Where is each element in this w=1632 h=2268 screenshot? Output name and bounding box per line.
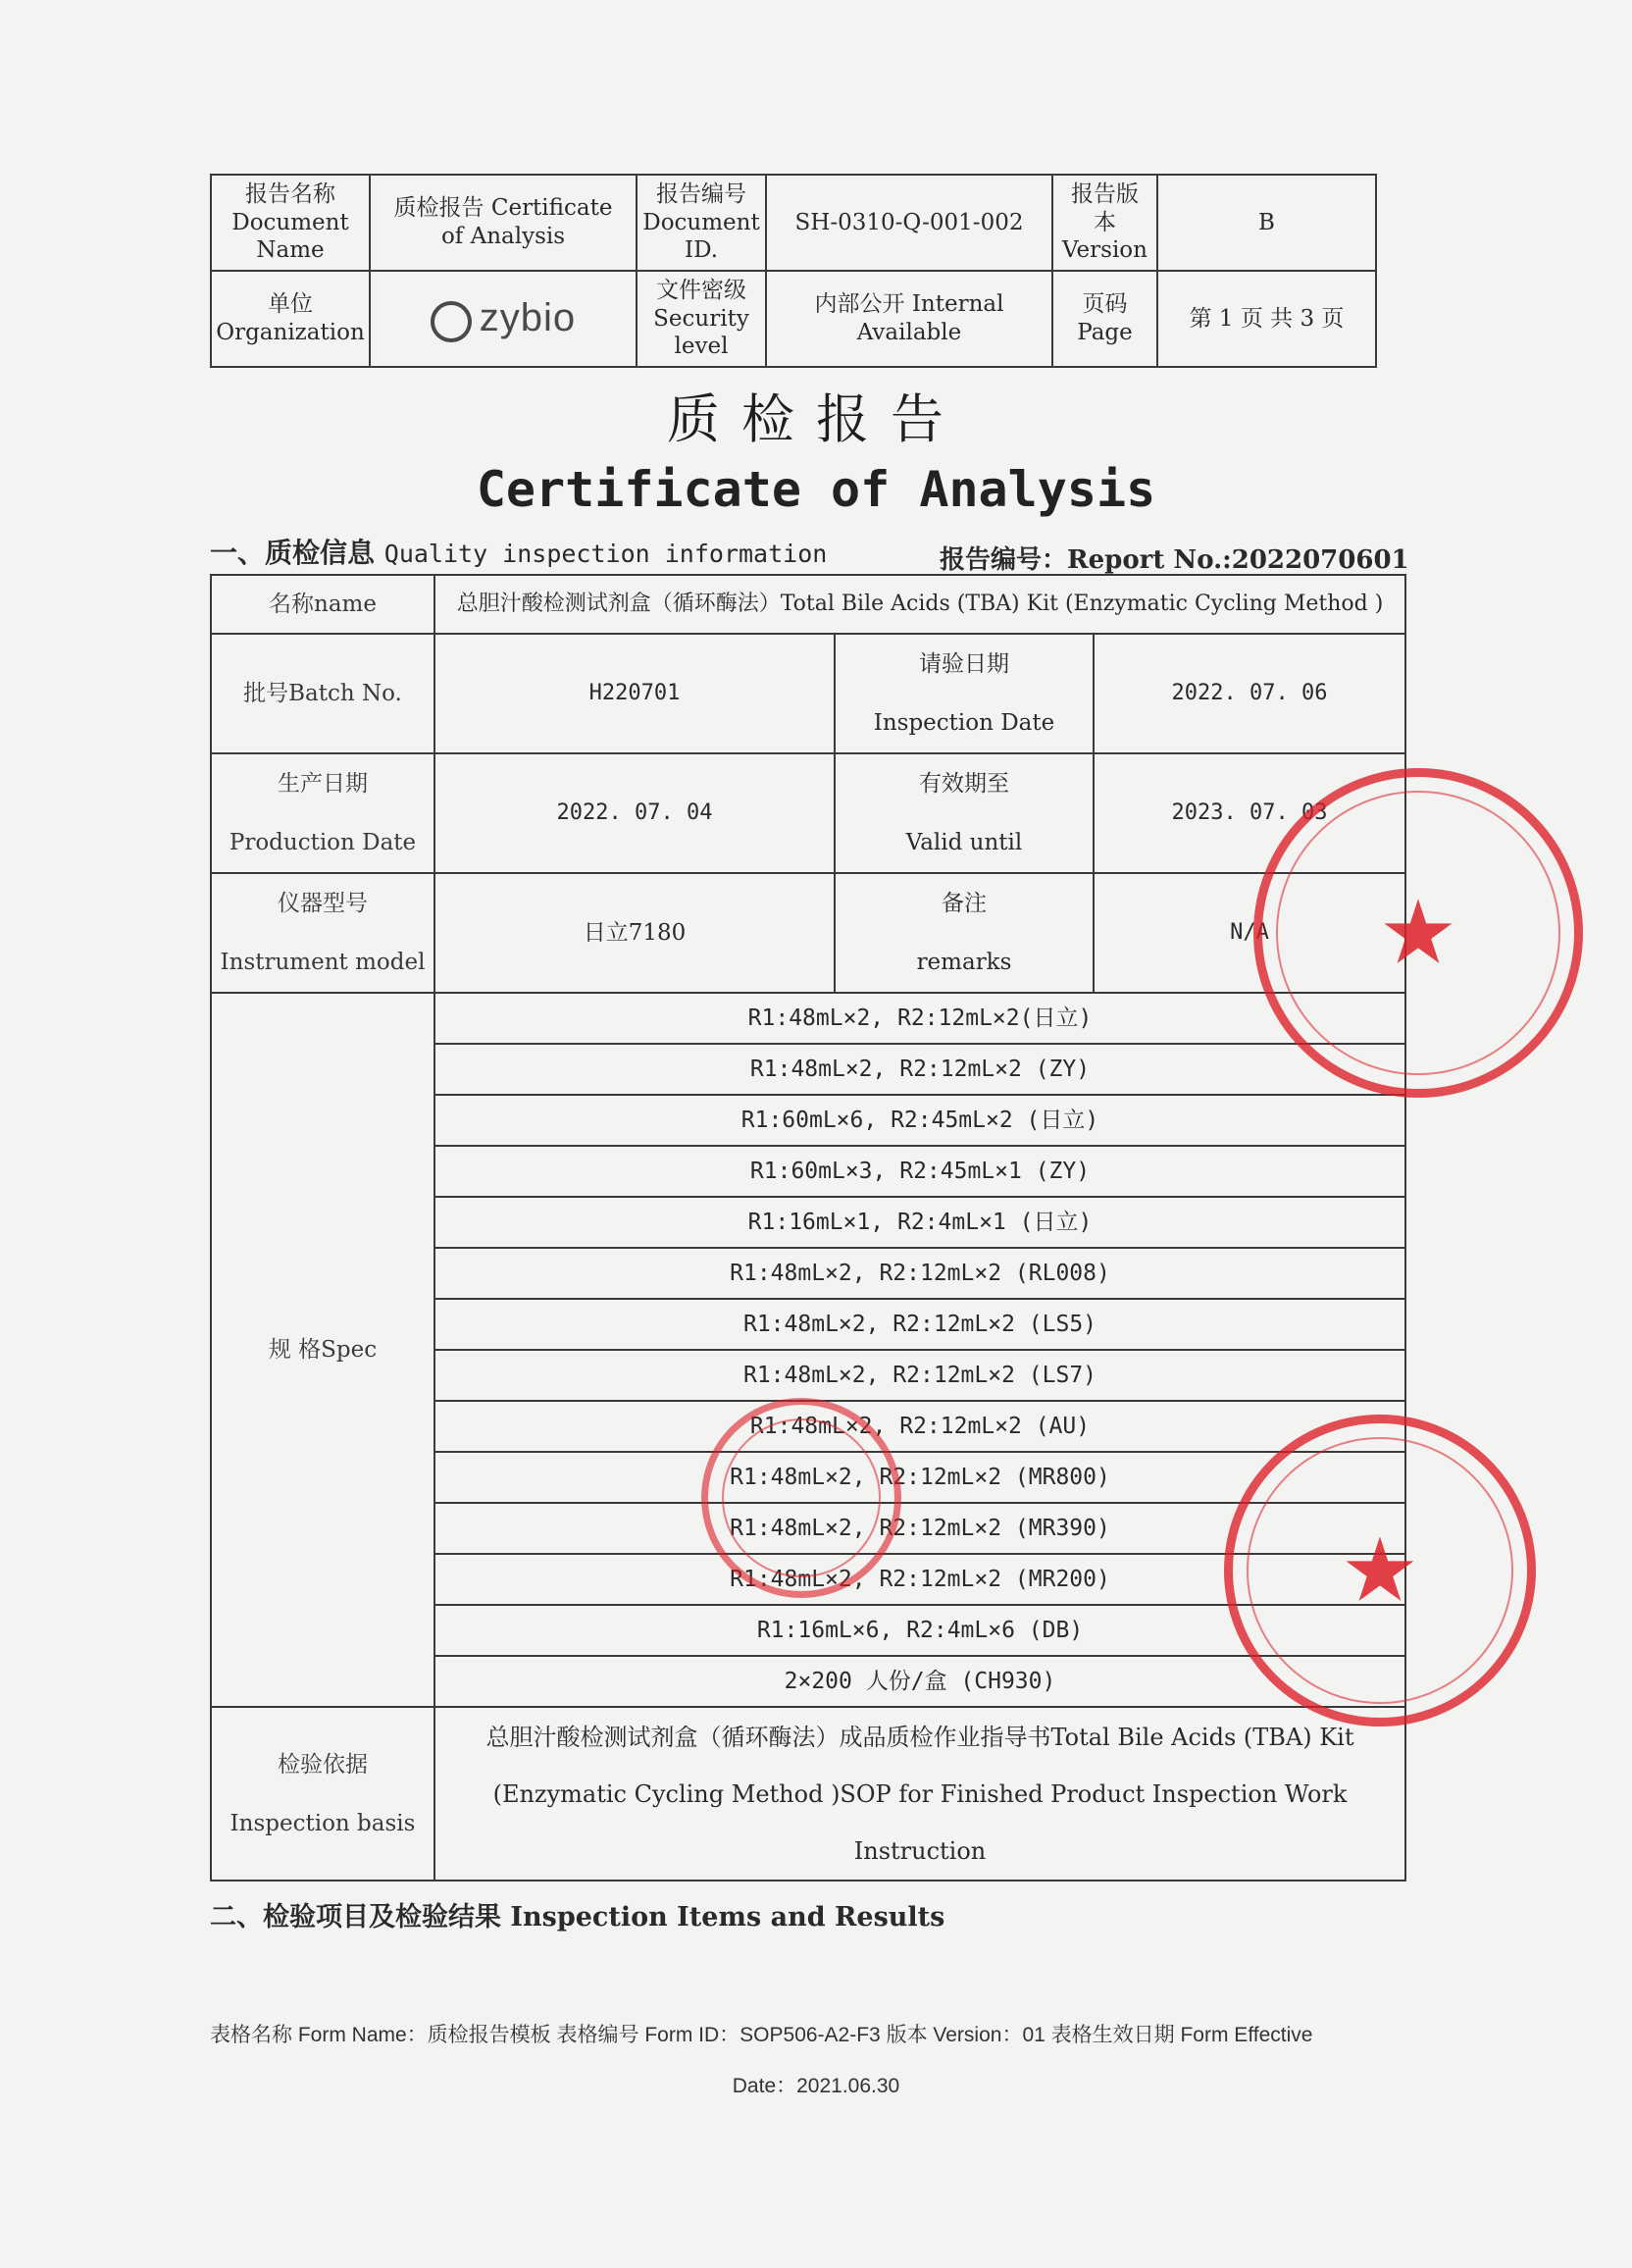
- instrument-label: 仪器型号 Instrument model: [211, 873, 434, 993]
- remarks-value: N/A: [1094, 873, 1405, 993]
- org-label: 单位 Organization: [211, 271, 370, 367]
- star-icon: ★: [1340, 1519, 1420, 1623]
- doc-id-value: SH-0310-Q-001-002: [766, 175, 1052, 271]
- footer-form-info: 表格名称 Form Name：质检报告模板 表格编号 Form ID：SOP506-A2-F3 版本 Version：01 表格生效日期 Form Effective: [210, 2024, 1313, 2046]
- version-label: 报告版 本 Version: [1052, 175, 1157, 271]
- inspection-seal-stamp: [701, 1398, 901, 1598]
- section2-heading: 二、检验项目及检验结果 Inspection Items and Results: [210, 1902, 945, 1933]
- footer-effective-date: Date：2021.06.30: [732, 2075, 900, 2097]
- company-seal-stamp: [1253, 768, 1583, 1098]
- seal-ring: [722, 1418, 881, 1577]
- name-label: 名称name: [211, 575, 434, 634]
- production-date-label: 生产日期 Production Date: [211, 753, 434, 873]
- valid-until-label: 有效期至 Valid until: [835, 753, 1094, 873]
- document-header-table: [210, 174, 1377, 368]
- batch-value: H220701: [434, 634, 835, 753]
- spec-item: R1:48mL×2, R2:12mL×2 (AU): [434, 1401, 1405, 1452]
- spec-item: R1:48mL×2, R2:12mL×2 (RL008): [434, 1248, 1405, 1299]
- spec-item: R1:16mL×6, R2:4mL×6 (DB): [434, 1605, 1405, 1656]
- org-logo: [370, 271, 637, 367]
- zybio-logo-icon: [431, 301, 472, 342]
- doc-name-value: 质检报告 Certificate of Analysis: [370, 175, 637, 271]
- spec-item: R1:48mL×2, R2:12mL×2 (MR800): [434, 1452, 1405, 1503]
- star-icon: ★: [1378, 881, 1458, 985]
- instrument-value: 日立7180: [434, 873, 835, 993]
- remarks-label: 备注 remarks: [835, 873, 1094, 993]
- spec-item: 2×200 人份/盒 (CH930): [434, 1656, 1405, 1707]
- name-value: 总胆汁酸检测试剂盒（循环酶法）Total Bile Acids (TBA) Kit (Enzymatic Cycling Method ): [434, 575, 1405, 634]
- spec-item: R1:48mL×2, R2:12mL×2 (MR390): [434, 1503, 1405, 1554]
- inspection-date-value: 2022. 07. 06: [1094, 634, 1405, 753]
- inspection-date-label: 请验日期 Inspection Date: [835, 634, 1094, 753]
- security-value: 内部公开 Internal Available: [766, 271, 1052, 367]
- spec-item: R1:60mL×6, R2:45mL×2 (日立): [434, 1095, 1405, 1146]
- report-number: 报告编号：Report No.:2022070601: [940, 545, 1409, 575]
- doc-name-label: 报告名称 Document Name: [211, 175, 370, 271]
- title-en: Certificate of Analysis: [476, 461, 1156, 518]
- section1-heading-cn: 一、质检信息: [210, 537, 376, 569]
- security-label: 文件密级 Security level: [637, 271, 766, 367]
- title-cn: 质检报告: [667, 388, 965, 450]
- batch-label: 批号Batch No.: [211, 634, 434, 753]
- spec-item: R1:16mL×1, R2:4mL×1 (日立): [434, 1197, 1405, 1248]
- spec-item: R1:48mL×2, R2:12mL×2 (MR200): [434, 1554, 1405, 1605]
- quality-info-table: [210, 574, 1406, 1881]
- spec-item: R1:48mL×2, R2:12mL×2(日立): [434, 993, 1405, 1044]
- spec-item: R1:48mL×2, R2:12mL×2 (LS5): [434, 1299, 1405, 1350]
- version-value: B: [1157, 175, 1376, 271]
- page-value: 第 1 页 共 3 页: [1157, 271, 1376, 367]
- logo-text: zybio: [479, 295, 577, 339]
- spec-item: R1:48mL×2, R2:12mL×2 (LS7): [434, 1350, 1405, 1401]
- section1-heading: [210, 532, 827, 571]
- production-date-value: 2022. 07. 04: [434, 753, 835, 873]
- company-seal-stamp-2: [1224, 1415, 1536, 1727]
- spec-item: R1:60mL×3, R2:45mL×1 (ZY): [434, 1146, 1405, 1197]
- page-label: 页码 Page: [1052, 271, 1157, 367]
- valid-until-value: 2023. 07. 03: [1094, 753, 1405, 873]
- basis-value: 总胆汁酸检测试剂盒（循环酶法）成品质检作业指导书Total Bile Acids (TBA) Kit (Enzymatic Cycling Method )SOP for Finished Product Inspection Work Instruction: [434, 1707, 1405, 1881]
- doc-id-label: 报告编号 Document ID.: [637, 175, 766, 271]
- spec-item: R1:48mL×2, R2:12mL×2 (ZY): [434, 1044, 1405, 1095]
- basis-label: 检验依据 Inspection basis: [211, 1707, 434, 1881]
- section1-heading-en: Quality inspection information: [383, 540, 828, 568]
- spec-label: 规 格Spec: [211, 993, 434, 1707]
